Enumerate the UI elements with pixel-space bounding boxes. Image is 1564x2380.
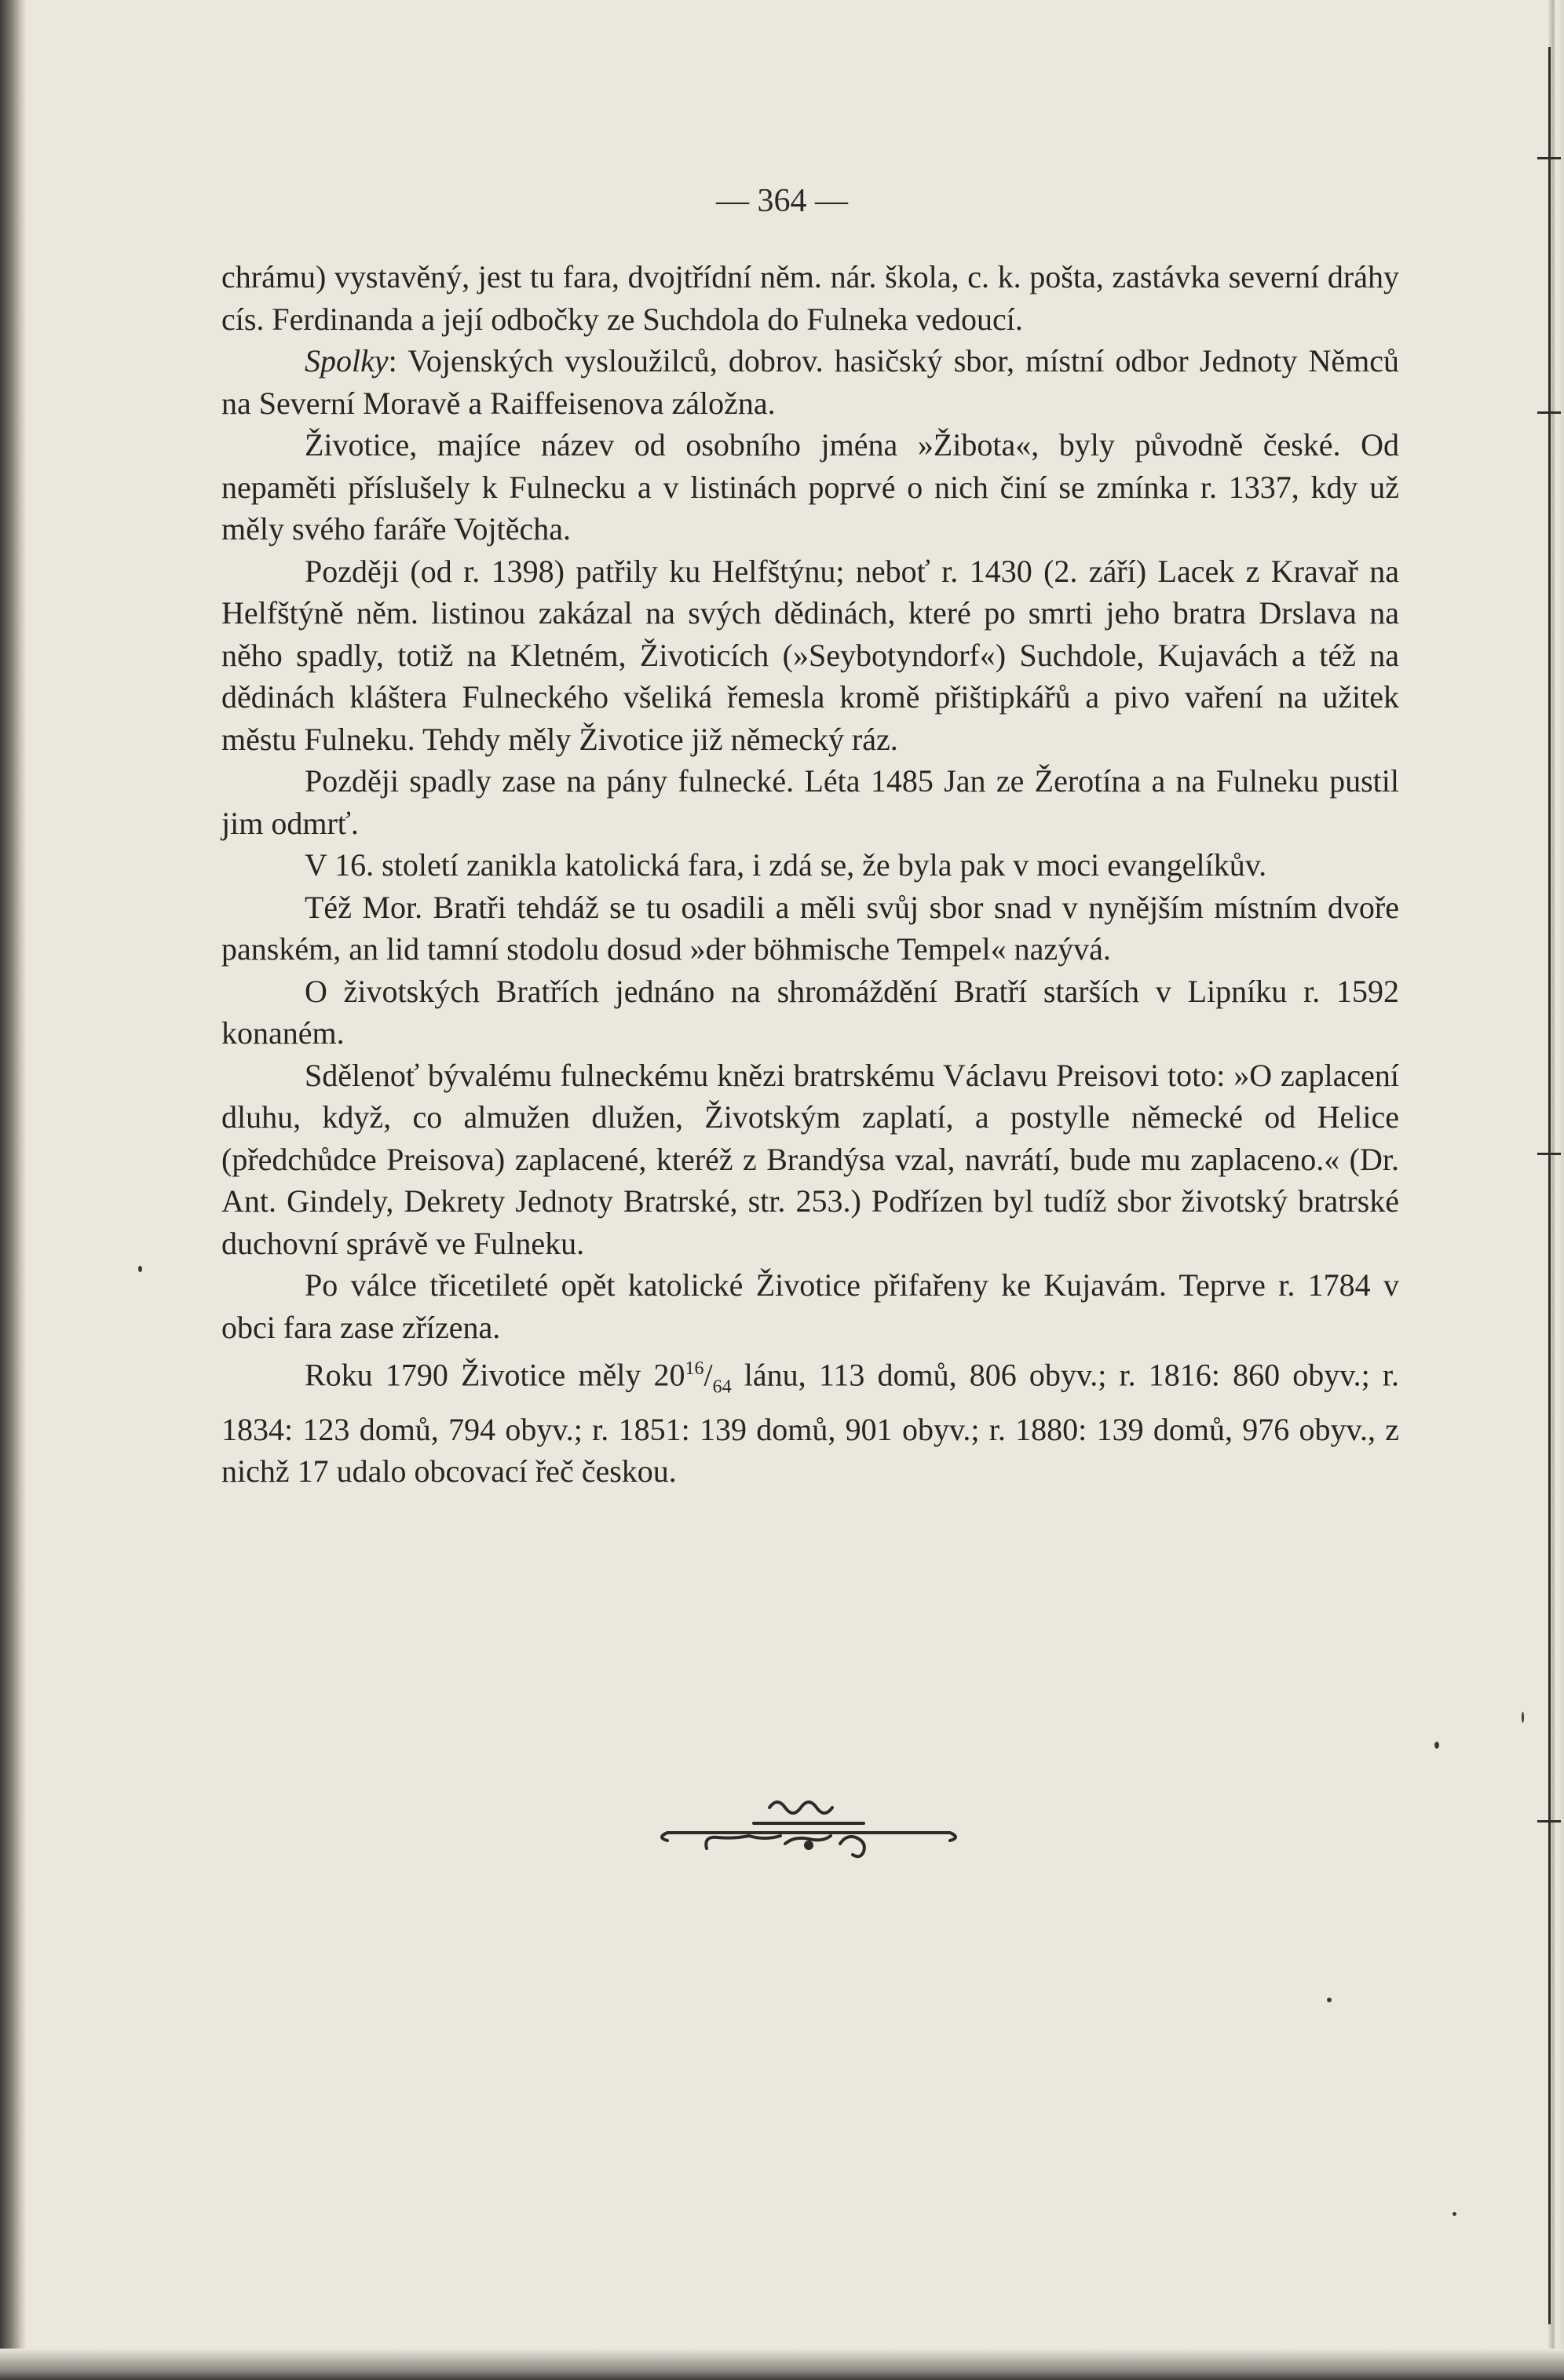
- margin-tick: [1537, 1820, 1561, 1822]
- binding-shadow: [0, 0, 27, 2380]
- paragraph: V 16. století zanikla katolická fara, i zdá se, že byla pak v moci evangelíkův.: [305, 847, 1267, 883]
- paragraph-text: : Vojenských vysloužilců, dobrov. hasičský sbor, místní odbor Jednoty Němců na Severní Moravě a Raiffeisenova záložna.: [221, 343, 1399, 421]
- scan-speck: [1434, 1742, 1439, 1749]
- margin-tick: [1537, 1153, 1561, 1155]
- body-text: [221, 256, 1399, 1493]
- paragraph: Též Mor. Bratři tehdáž se tu osadili a měli svůj sbor snad v nynějším místním dvoře panském, an lid tamní stodolu dosud »der böhmische Tempel« nazývá.: [221, 889, 1399, 967]
- paragraph: chrámu) vystavěný, jest tu fara, dvojtřídní něm. nár. škola, c. k. pošta, zastávka severní dráhy cís. Ferdinanda a její odbočky ze Suchdola do Fulneka vedoucí.: [221, 259, 1399, 337]
- paragraph-text: Roku 1790 Životice měly 20: [305, 1357, 685, 1393]
- fraction-denominator: 64: [712, 1376, 732, 1398]
- paragraph: Po válce třicetileté opět katolické Životice přifařeny ke Kujavám. Teprve r. 1784 v obci fara zase zřízena.: [221, 1267, 1399, 1345]
- margin-tick: [1537, 157, 1561, 159]
- ornament-divider-icon: [652, 1776, 966, 1870]
- page-number: — 364 —: [716, 183, 848, 219]
- paragraph: [221, 340, 1399, 424]
- scan-speck: [1522, 1712, 1524, 1723]
- scan-speck: [1453, 2212, 1456, 2216]
- paragraph-text: lánu, 113 domů, 806 obyv.; r. 1816: 860 obyv.; r. 1834: 123 domů, 794 obyv.; r. 1851: 139 domů, 901 obyv.; r. 1880: 139 domů, 976 obyv., z nichž 17 udalo obcovací řeč českou.: [221, 1357, 1399, 1490]
- paragraph: [221, 1348, 1399, 1493]
- page-edge-bottom: [0, 2349, 1564, 2380]
- paragraph: Později spadly zase na pány fulnecké. Léta 1485 Jan ze Žerotína a na Fulneku pustil jim odmrť.: [221, 763, 1399, 841]
- paragraph: O životských Bratřích jednáno na shromáždění Bratří starších v Lipníku r. 1592 konaném.: [221, 973, 1399, 1051]
- paragraph: Životice, majíce název od osobního jména »Žibota«, byly původně české. Od nepaměti příslušely k Fulnecku a v listinách poprvé o nich činí se zmínka r. 1337, kdy už měly svého faráře Vojtěcha.: [221, 427, 1399, 547]
- paragraph-lead: Spolky: [305, 343, 389, 378]
- paragraph: Sdělenoť bývalému fulneckému knězi bratrskému Václavu Preisovi toto: »O zaplacení dluhu, když, co almužen dlužen, Životským zaplatí, a postylle německé od Helice (předchůdce Preisova) zaplacené, kteréž z Brandýsa vzal, navrátí, bude mu zaplaceno.« (Dr. Ant. Gindely, Dekrety Jednoty Bratrské, str. 253.) Podřízen byl tudíž sbor životský bratrské duchovní správě ve Fulneku.: [221, 1057, 1399, 1261]
- paragraph: Později (od r. 1398) patřily ku Helfštýnu; neboť r. 1430 (2. září) Lacek z Kravař na Helfštýně něm. listinou zakázal na svých dědinách, které po smrti jeho bratra Drslava na něho spadly, totiž na Kletném, Životicích (»Seybotyndorf«) Suchdole, Kujavách a též na dědinách kláštera Fulneckého všeliká řemesla kromě přištipkářů a pivo vaření na užitek městu Fulneku. Tehdy měly Životice již německý ráz.: [221, 553, 1399, 757]
- fraction-slash: /: [703, 1357, 713, 1393]
- scan-speck: [138, 1266, 142, 1272]
- margin-tick: [1537, 411, 1561, 414]
- scan-speck: [1327, 1998, 1332, 2002]
- page-edge-right: [1548, 0, 1564, 2380]
- fraction-numerator: 16: [685, 1358, 704, 1379]
- margin-rule: [1548, 47, 1551, 2324]
